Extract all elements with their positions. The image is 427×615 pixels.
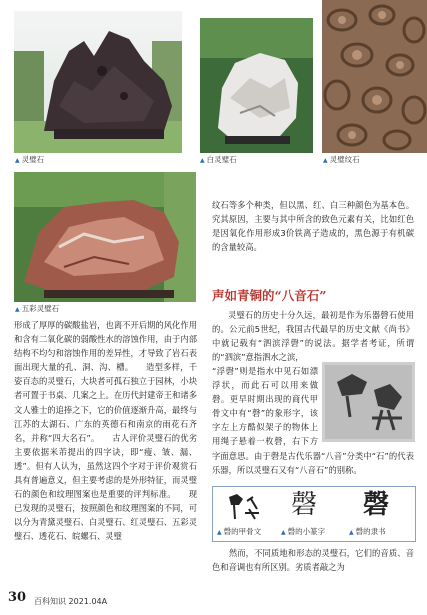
white-lingbi-stone-image	[200, 18, 313, 153]
caption-marker-icon: ▲	[15, 157, 20, 164]
photo-white-lingbi-stone	[200, 18, 313, 153]
caption-glyph2: ▲ 磬的小篆字	[281, 527, 326, 536]
section-title-text: 声如青铜的“八音石”	[212, 288, 327, 303]
caption-marker-icon: ▲	[217, 529, 222, 536]
caption-marker-icon: ▲	[200, 157, 205, 164]
glyph-comparison-panel	[212, 486, 416, 542]
oracle-bone-rubbing	[322, 362, 415, 442]
photo-colorful-lingbi-stone	[14, 172, 196, 302]
colorful-lingbi-stone-image	[14, 172, 196, 302]
body-text-right-bottom: 然而，不同质地和形态的灵璧石，它们的音质、音色和音调也有所区别。劣质者敲之为	[212, 548, 414, 573]
caption-marker-icon: ▲	[15, 306, 20, 313]
oracle-bone-image	[322, 362, 415, 442]
caption-marker-icon: ▲	[281, 529, 286, 536]
caption-photo3: ▲ 灵璧纹石	[323, 155, 360, 164]
body-text-right-top: 纹石等多个种类，但以黑、红、白三种颜色为基本色。究其原因，主要与其中所含的致色元素有关，比如红色是因氧化作用形成3价铁离子造成的，黑色源于有机碳的含量较高。	[212, 200, 414, 253]
body-text-right-tail: 字面意思。由于磬是古代乐器“八音”分类中“石”的代表乐器，所以灵璧石又有“八音石”的别称。	[212, 451, 414, 476]
caption-photo4: ▲ 五彩灵璧石	[15, 304, 60, 313]
clerical-script-glyph: 磬	[363, 490, 390, 520]
page-number: 30	[8, 590, 27, 605]
section-title	[212, 286, 326, 304]
lingbi-stone-image	[14, 11, 182, 153]
photo-lingbi-pattern-stone	[322, 0, 427, 153]
caption-photo1: ▲ 灵璧石	[15, 155, 45, 164]
body-text-right-mid: 灵璧石的历史十分久远，最初是作为乐器磬石使用的。公元前5世纪，我国古代最早的历史文献《尚书》中就记载有“泗滨浮磬”的说法。据学者考证，所谓的“泗滨”意指泗水之滨，	[212, 310, 414, 363]
lingbi-pattern-stone-image	[322, 0, 427, 153]
seal-script-glyph: 磬	[291, 490, 318, 520]
body-text-right-narrow: “浮磬”则是指水中见石如漂浮状，而此石可以用来做磬。更早时期出现的商代甲骨文中有“磬”的象形字，该字左上方酷似架子的物体上用绳子悬着一枚磬，右下方	[212, 366, 318, 447]
journal-info: 百科知识 2021.04A	[34, 597, 108, 606]
caption-photo2: ▲ 白灵璧石	[200, 155, 237, 164]
caption-marker-icon: ▲	[349, 529, 354, 536]
caption-marker-icon: ▲	[323, 157, 328, 164]
caption-glyph3: ▲ 磬的隶书	[349, 527, 386, 536]
body-text-left: 形成了厚厚的碳酸盐岩，也离不开后期的风化作用和含有二氧化碳的弱酸性水的溶蚀作用，由于内部结构不均匀和溶蚀作用的差异性，才导致了岩石表面出现大量的孔、洞、沟、槽。 造型多样，千姿百态的灵璧石，大块者可孤石独立于园林，小块者可置于书桌、几案之上。在历代封建帝王和诸多文人雅士的追捧之下，它的价值逐渐升高，最终与江苏的太湖石、广东的英德石和南京的雨花石齐名，并称“四大名石”。 古人评价灵璧石的优劣主要依据米芾提出的四字诀，即“瘦、皱、漏、透”。但有人认为，虽然这四个字对于评价观赏石具有普遍意义，但主要考虑的是外形特征，而灵璧石的颜色和纹理图案也是重要的评判标准。 现已发现的灵璧石，按照颜色和纹理图案的不同，可以分为青黛灵璧石、白灵璧石、红灵璧石、五彩灵璧石、透花石、皖螺石、灵璧	[14, 320, 197, 542]
oracle-glyph-image	[223, 491, 263, 523]
photo-lingbi-stone	[14, 11, 182, 153]
caption-glyph1: ▲ 磬的甲骨文	[217, 527, 262, 536]
